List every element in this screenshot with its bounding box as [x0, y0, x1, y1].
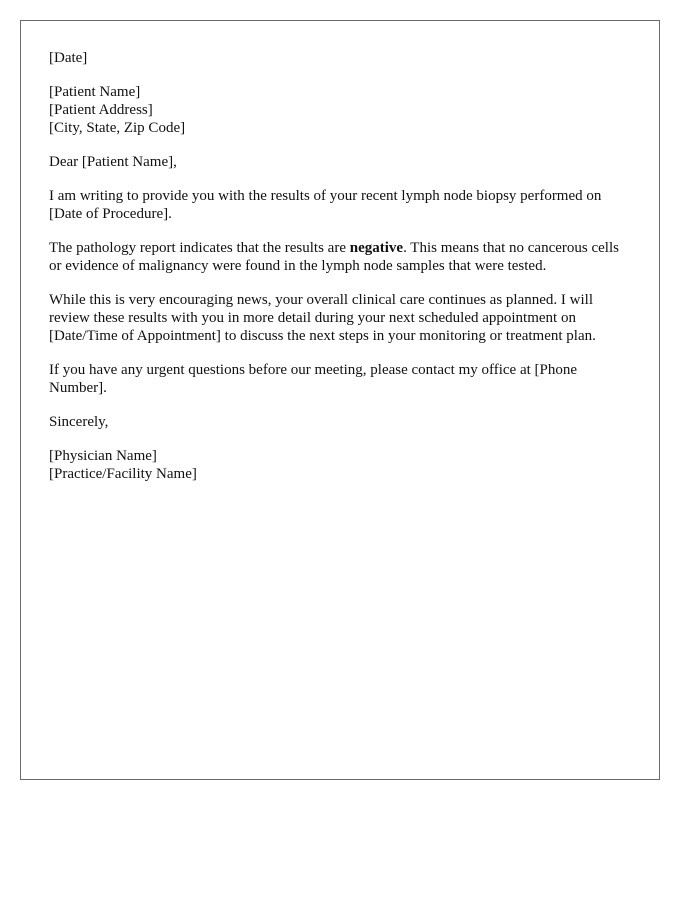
recipient-address: [Patient Address] [49, 102, 153, 118]
salutation: Dear [Patient Name], [49, 154, 177, 170]
pathology-text-after: . This means that no cancerous cells or evidence of malignancy were found in the lymph node samples that were tested. [49, 240, 619, 274]
recipient-block [49, 83, 631, 137]
paragraph-follow-up: While this is very encouraging news, your overall clinical care continues as planned. I will review these results with you in more detail during your next scheduled appointment on [Date/Time of Appointment] to discuss the next steps in your monitoring or treatment plan. [49, 292, 596, 344]
recipient-city-state-zip: [City, State, Zip Code] [49, 120, 186, 136]
recipient-name: [Patient Name] [49, 84, 141, 100]
paragraph-pathology-result [49, 239, 631, 275]
closing: Sincerely, [49, 414, 109, 430]
pathology-text-before: The pathology report indicates that the results are [49, 240, 350, 256]
result-negative-emphasis: negative [349, 240, 404, 256]
paragraph-biopsy-intro: I am writing to provide you with the results of your recent lymph node biopsy performed on [Date of Procedure]. [49, 188, 602, 222]
physician-name: [Physician Name] [49, 448, 157, 464]
letter-date: [Date] [49, 50, 88, 66]
signature-block [49, 447, 631, 483]
paragraph-contact: If you have any urgent questions before our meeting, please contact my office at [Phone Number]. [49, 362, 578, 396]
letter-page [20, 20, 660, 780]
practice-name: [Practice/Facility Name] [49, 466, 197, 482]
